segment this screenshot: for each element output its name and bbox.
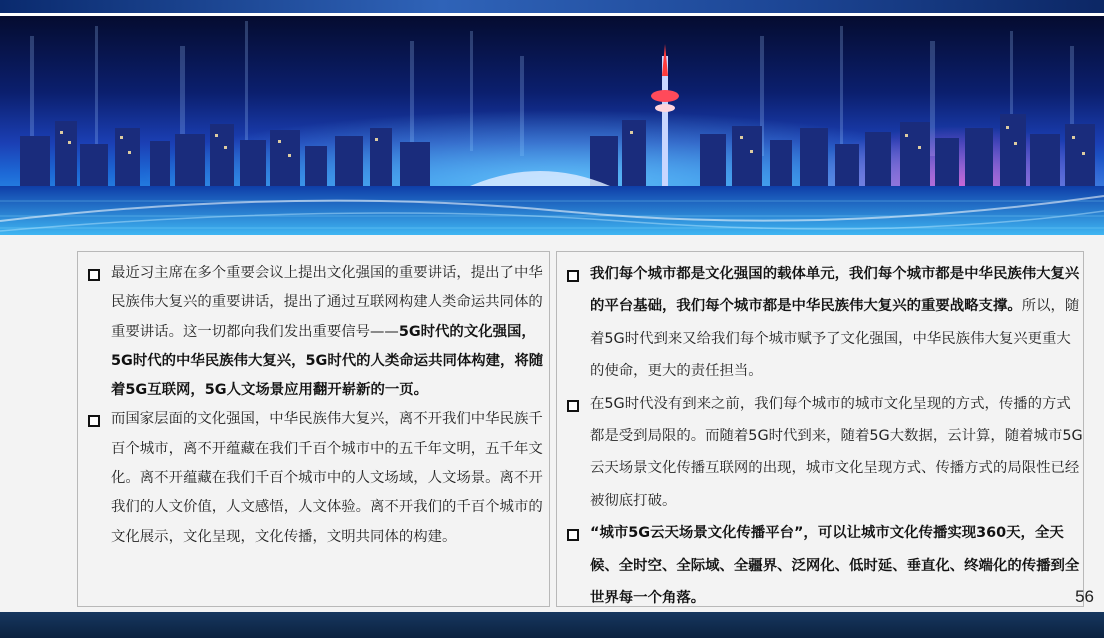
bullet-bold-text: “城市5G云天场景文化传播平台”，可以让城市文化传播实现360天，全天候、全时空、全际域、全疆界、泛网化、低时延、垂直化、终端化的传播到全世界每一个角落。 (590, 525, 1080, 607)
square-bullet-icon (567, 270, 579, 282)
left-bullet-item (78, 259, 549, 405)
bottom-accent-bar (0, 612, 1104, 638)
page-number: 56 (1075, 587, 1094, 606)
right-text-panel (556, 251, 1084, 607)
square-bullet-icon (88, 269, 100, 281)
square-bullet-icon (567, 529, 579, 541)
city-skyline-banner (0, 16, 1104, 235)
left-bullet-item (78, 405, 549, 551)
left-bullet-list (78, 252, 549, 552)
bullet-text: 最近习主席在多个重要会议上提出文化强国的重要讲话，提出了中华民族伟大复兴的重要讲话，提出了通过互联网构建人类命运共同体的重要讲话。这一切都向我们发出重要信号—— (111, 265, 543, 340)
bullet-bold-text: 5G时代的文化强国，5G时代的中华民族伟大复兴，5G时代的人类命运共同体构建，将随着5G互联网，5G人文场景应用翻开崭新的一页。 (111, 323, 544, 399)
square-bullet-icon (88, 415, 100, 427)
right-bullet-list (557, 252, 1083, 614)
right-bullet-item (557, 388, 1083, 518)
bullet-text: 而国家层面的文化强国，中华民族伟大复兴，离不开我们中华民族千百个城市，离不开蕴藏在我们千百个城市中的五千年文明，五千年文化。离不开蕴藏在我们千百个城市中的人文场域，人文场景。离不开我们的人文价值，人文感悟，人文体验。离不开我们的千百个城市的文化展示，文化呈现，文化传播，文明共同体的构建。 (111, 411, 543, 545)
square-bullet-icon (567, 400, 579, 412)
left-text-panel (77, 251, 550, 607)
right-bullet-item (557, 517, 1083, 614)
skyline-illustration (0, 16, 1104, 235)
bullet-bold-text: 我们每个城市都是文化强国的载体单元，我们每个城市都是中华民族伟大复兴的平台基础，我们每个城市都是中华民族伟大复兴的重要战略支撑。 (590, 266, 1080, 315)
bullet-text: 在5G时代没有到来之前，我们每个城市的城市文化呈现的方式，传播的方式都是受到局限的。而随着5G时代到来，随着5G大数据，云计算，随着城市5G云天场景文化传播互联网的出现，城市文化呈现方式、传播方式的局限性已经被彻底打破。 (590, 395, 1083, 509)
right-bullet-item (557, 258, 1083, 388)
top-accent-bar (0, 0, 1104, 13)
bullet-text: 所以，随着5G时代到来又给我们每个城市赋予了文化强国，中华民族伟大复兴更重大的使命，更大的责任担当。 (590, 298, 1080, 380)
